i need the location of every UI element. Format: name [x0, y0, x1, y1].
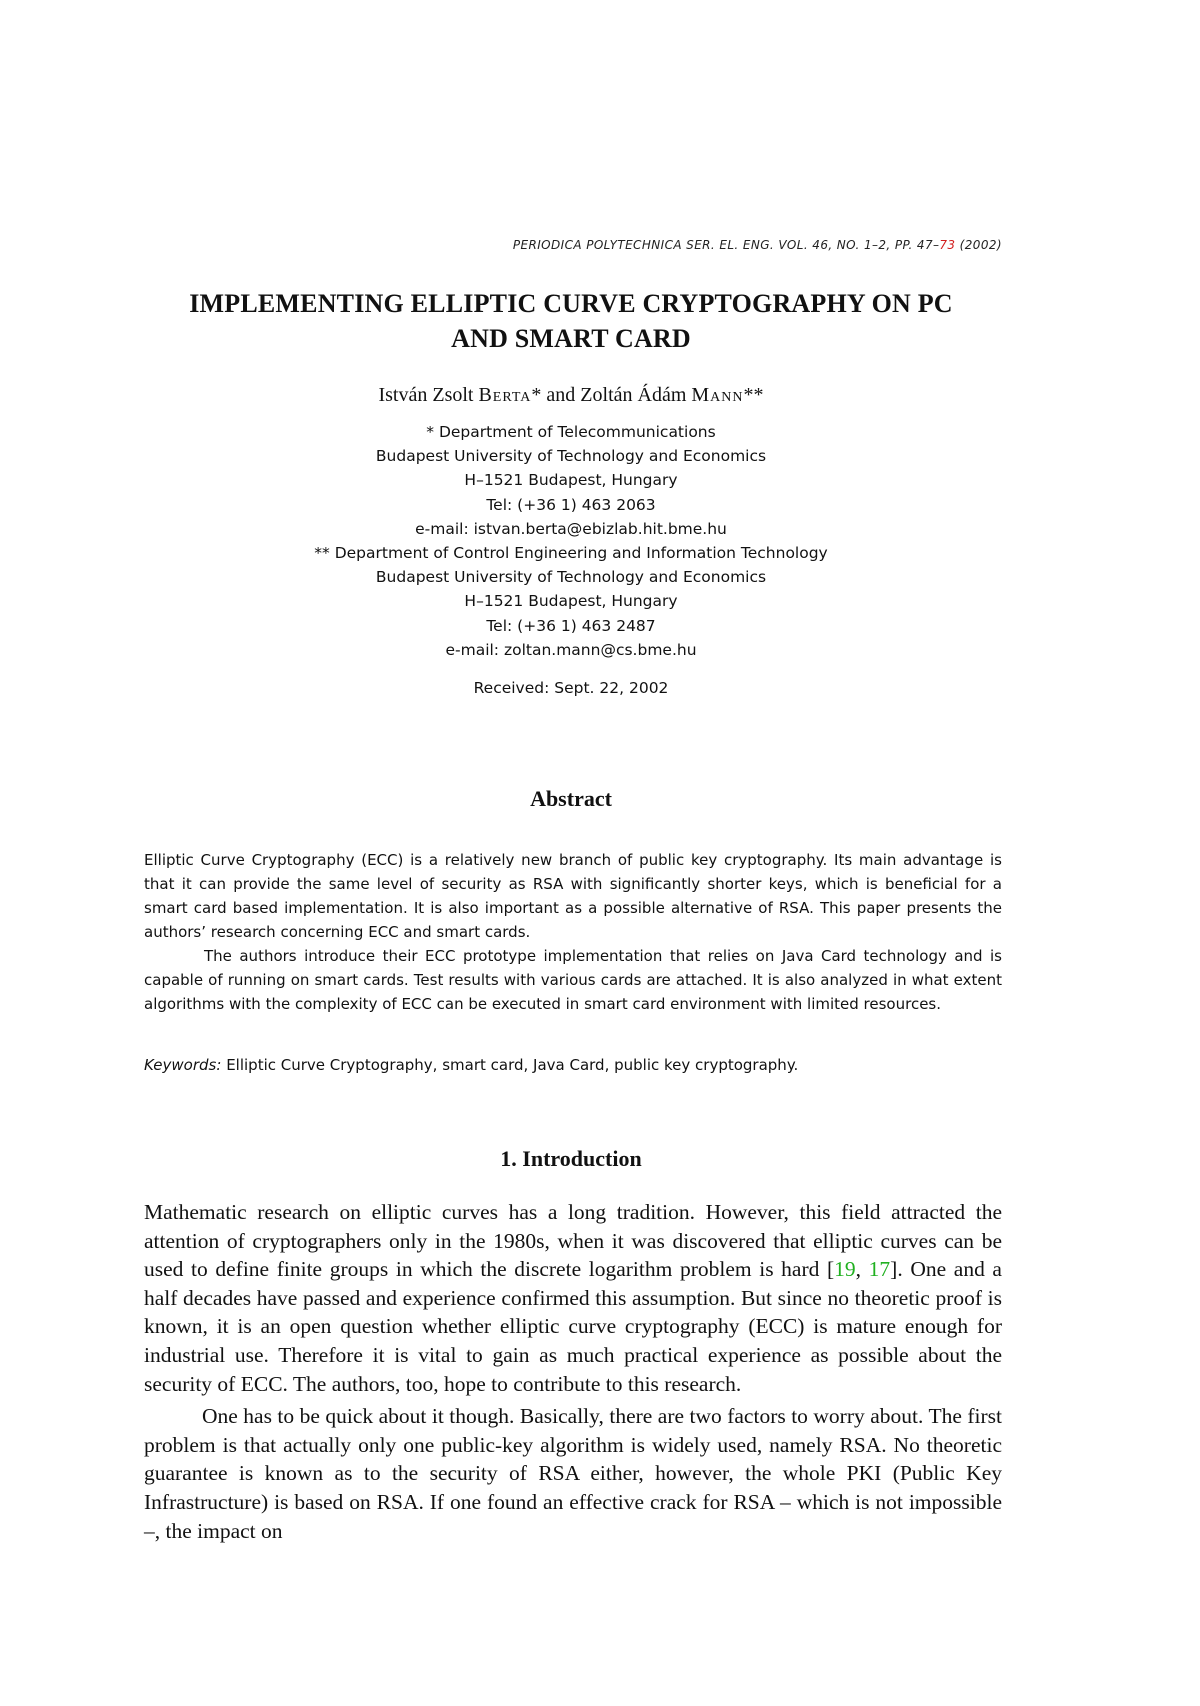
- abstract-paragraph-2: The authors introduce their ECC prototype implementation that relies on Java Card technology and is capable of running on smart cards. Test results with various cards are attached. It is also analyzed in what extent algorithms with the complexity of ECC can be executed in smart card environment with limited resources.: [144, 947, 1002, 1013]
- running-head: [140, 238, 1002, 252]
- title-line-1: IMPLEMENTING ELLIPTIC CURVE CRYPTOGRAPHY ON PC: [189, 289, 953, 318]
- body-paragraph-1-start: Mathematic research on elliptic curves has a long tradition. However, this field attracted the attention of cryptographers only in the 1980s, when it was discovered that elliptic curves can be used to define finite groups in which the discrete logarithm problem is hard [: [144, 1200, 1002, 1282]
- author-2-surname: Mann: [691, 384, 744, 406]
- received-date: Received: Sept. 22, 2002: [473, 679, 669, 697]
- page-range-link[interactable]: 73: [939, 238, 956, 252]
- abstract-body: [144, 848, 1002, 1016]
- affiliation-2-address: H–1521 Budapest, Hungary: [464, 592, 678, 611]
- citation-link-19[interactable]: 19: [834, 1257, 856, 1282]
- paper-title: [140, 286, 1002, 356]
- abstract-heading: Abstract: [530, 786, 612, 811]
- citation-link-17[interactable]: 17: [868, 1257, 891, 1282]
- citation-separator: ,: [855, 1257, 869, 1282]
- running-head-prefix: PERIODICA POLYTECHNICA SER. EL. ENG. VOL. 46, NO. 1–2, PP. 47–: [512, 238, 940, 252]
- author-conjunction: and: [541, 384, 581, 406]
- abstract-paragraph-1: Elliptic Curve Cryptography (ECC) is a relatively new branch of public key cryptography. Its main advantage is that it can provide the same level of security as RSA with significantly shorter keys, which is beneficial for a smart card based implementation. It is also important as a possible alternative of RSA. This paper presents the authors’ research concerning ECC and smart cards.: [144, 851, 1002, 941]
- introduction-body: [144, 1198, 1002, 1545]
- affiliation-2-email: e-mail: zoltan.mann@cs.bme.hu: [445, 640, 697, 659]
- affiliation-1-address: H–1521 Budapest, Hungary: [464, 471, 678, 490]
- author-2-given: Zoltán Ádám: [580, 384, 692, 406]
- affiliation-1-phone: Tel: (+36 1) 463 2063: [486, 495, 656, 514]
- body-paragraph-2: One has to be quick about it though. Basically, there are two factors to worry about. The first problem is that actually only one public-key algorithm is widely used, namely RSA. No theoretic guarantee is known as to the security of RSA either, however, the whole PKI (Public Key Infrastructure) is based on RSA. If one found an effective crack for RSA – which is not impossible –, the impact on: [144, 1404, 1002, 1543]
- body-paragraph-1-end: ]. One and a half decades have passed and experience confirmed this assumption. But since no theoretic proof is known, it is an open question whether elliptic curve cryptography (ECC) is mature enough for industrial use. Therefore it is vital to gain as much practical experience as possible about the security of ECC. The authors, too, hope to contribute to this research.: [144, 1257, 1002, 1396]
- affiliations-block: [140, 420, 1002, 662]
- affiliation-2-department: ** Department of Control Engineering and Information Technology: [314, 544, 828, 563]
- body-paragraph-1: [144, 1198, 1002, 1398]
- title-line-2: AND SMART CARD: [451, 324, 691, 353]
- author-1-mark: *: [531, 384, 542, 406]
- running-head-suffix: (2002): [955, 238, 1002, 252]
- author-line: [140, 384, 1002, 407]
- section-heading-introduction: 1. Introduction: [500, 1146, 642, 1171]
- author-1-given: István Zsolt: [378, 384, 479, 406]
- keywords: [144, 1056, 1002, 1074]
- affiliation-2-university: Budapest University of Technology and Economics: [375, 568, 767, 587]
- affiliation-1-email: e-mail: istvan.berta@ebizlab.hit.bme.hu: [415, 519, 727, 538]
- author-1-surname: Berta: [478, 384, 532, 406]
- keywords-label: Keywords:: [144, 1056, 222, 1074]
- affiliation-1-department: * Department of Telecommunications: [426, 423, 716, 441]
- affiliation-2-phone: Tel: (+36 1) 463 2487: [486, 616, 656, 635]
- keywords-text: Elliptic Curve Cryptography, smart card, Java Card, public key cryptography.: [221, 1056, 799, 1074]
- affiliation-1-university: Budapest University of Technology and Economics: [375, 447, 767, 466]
- author-2-mark: **: [743, 384, 764, 406]
